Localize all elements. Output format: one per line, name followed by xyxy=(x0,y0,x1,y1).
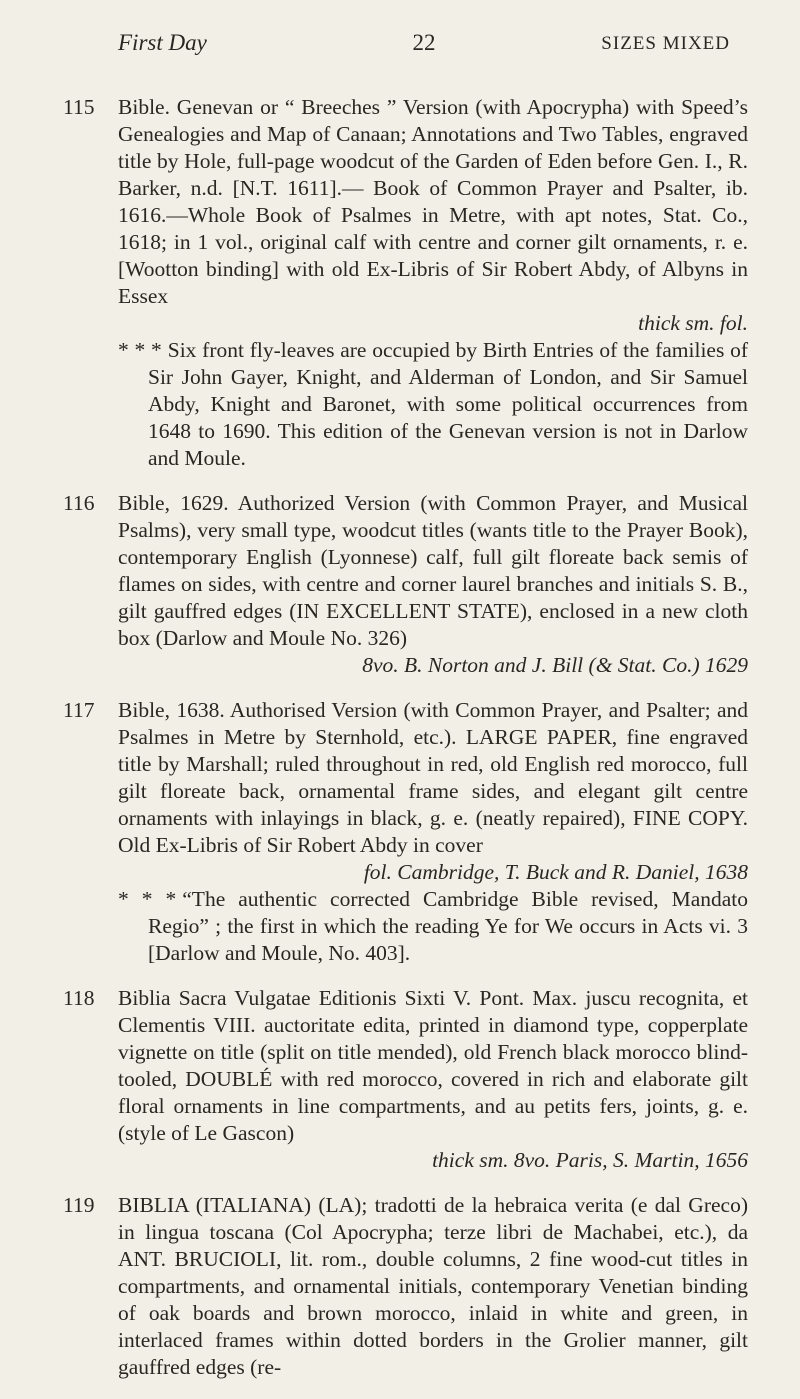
lot-note-text: Six front fly-leaves are occupied by Birth Entries of the families of Sir John Gayer, Knight, and Alderman of London, and Sir Samuel Abdy, Knight and Baronet, with some political occurrences from 1648 to 1690. This edition of the Genevan version is not in Darlow and Moule. xyxy=(148,338,748,470)
page-number: 22 xyxy=(412,30,436,55)
lot-imprint: fol. Cambridge, T. Buck and R. Daniel, 1638 xyxy=(363,860,748,884)
lot-description: Bible, 1629. Authorized Version (with Common Prayer, and Musical Psalms), very small type, woodcut titles (wants title to the Prayer Book), contemporary English (Lyonnese) calf, full gilt floreate back semis of flames on sides, with centre and corner laurel branches and initials S. B., gilt gauffred edges (IN EXCELLENT STATE), enclosed in a new cloth box (Darlow and Moule No. 326) xyxy=(118,491,748,650)
note-asterisks: * * * xyxy=(118,338,162,362)
note-asterisks: * * * xyxy=(118,887,177,911)
lot-note xyxy=(118,886,749,967)
running-head xyxy=(118,30,730,64)
lot-imprint: thick sm. 8vo. Paris, S. Martin, 1656 xyxy=(432,1148,748,1172)
lot-number: 115 xyxy=(63,95,95,119)
lot-entry-116 xyxy=(0,490,800,679)
lot-entries xyxy=(0,94,800,1399)
lot-description: Bible. Genevan or “ Breeches ” Version (with Apocrypha) with Speed’s Genealogies and Map of Canaan; Annotations and Two Tables, engraved title by Hole, full-page woodcut of the Garden of Eden before Gen. I., R. Barker, n.d. [N.T. 1611].— Book of Common Prayer and Psalter, ib. 1616.—Whole Book of Psalmes in Metre, with apt notes, Stat. Co., 1618; in 1 vol., original calf with centre and corner gilt ornaments, r. e. [Wootton binding] with old Ex-Libris of Sir Robert Abdy, of Albyns in Essex xyxy=(118,95,748,308)
lot-description: Bible, 1638. Authorised Version (with Common Prayer, and Psalter; and Psalmes in Metre by Sternhold, etc.). LARGE PAPER, fine engraved title by Marshall; ruled throughout in red, old English red morocco, full gilt floreate back, ornamental frame sides, and elegant gilt centre ornaments with inlayings in black, g. e. (neatly repaired), FINE COPY. Old Ex-Libris of Sir Robert Abdy in cover xyxy=(118,698,748,857)
lot-imprint: 8vo. B. Norton and J. Bill (& Stat. Co.) 1629 xyxy=(362,653,748,677)
lot-description: Biblia Sacra Vulgatae Editionis Sixti V. Pont. Max. juscu recognita, et Clementis VIII. auctoritate edita, printed in diamond type, copperplate vignette on title (split on title mended), old French black morocco blind-tooled, DOUBLÉ with red morocco, covered in rich and elaborate gilt floral ornaments in line compartments, and au petits fers, joints, g. e. (style of Le Gascon) xyxy=(118,986,748,1145)
lot-number: 116 xyxy=(63,491,95,515)
lot-entry-119 xyxy=(0,1192,800,1381)
lot-note xyxy=(118,337,748,472)
lot-entry-118 xyxy=(0,985,800,1174)
lot-entry-115 xyxy=(0,94,800,472)
lot-description: BIBLIA (ITALIANA) (LA); tradotti de la hebraica verita (e dal Greco) in lingua toscana (Col Apocrypha; terze libri de Machabei, etc.), da ANT. BRUCIOLI, lit. rom., double columns, 2 fine wood-cut titles in compartments, and ornamental initials, contemporary Venetian binding of oak boards and brown morocco, inlaid in white and green, in interlaced frames within dotted borders in the Grolier manner, gilt gauffred edges (re- xyxy=(118,1193,748,1379)
lot-imprint: thick sm. fol. xyxy=(638,311,748,335)
lot-number: 118 xyxy=(63,986,95,1010)
running-head-section: SIZES MIXED xyxy=(601,33,730,54)
running-head-day: First Day xyxy=(118,30,207,55)
lot-number: 117 xyxy=(63,698,95,722)
lot-note-text: “The authentic corrected Cambridge Bible revised, Mandato Regio” ; the first in which the reading Ye for We occurs in Acts vi. 3 [Darlow and Moule, No. 403]. xyxy=(148,887,749,965)
lot-number: 119 xyxy=(63,1193,95,1217)
lot-entry-117 xyxy=(0,697,800,967)
